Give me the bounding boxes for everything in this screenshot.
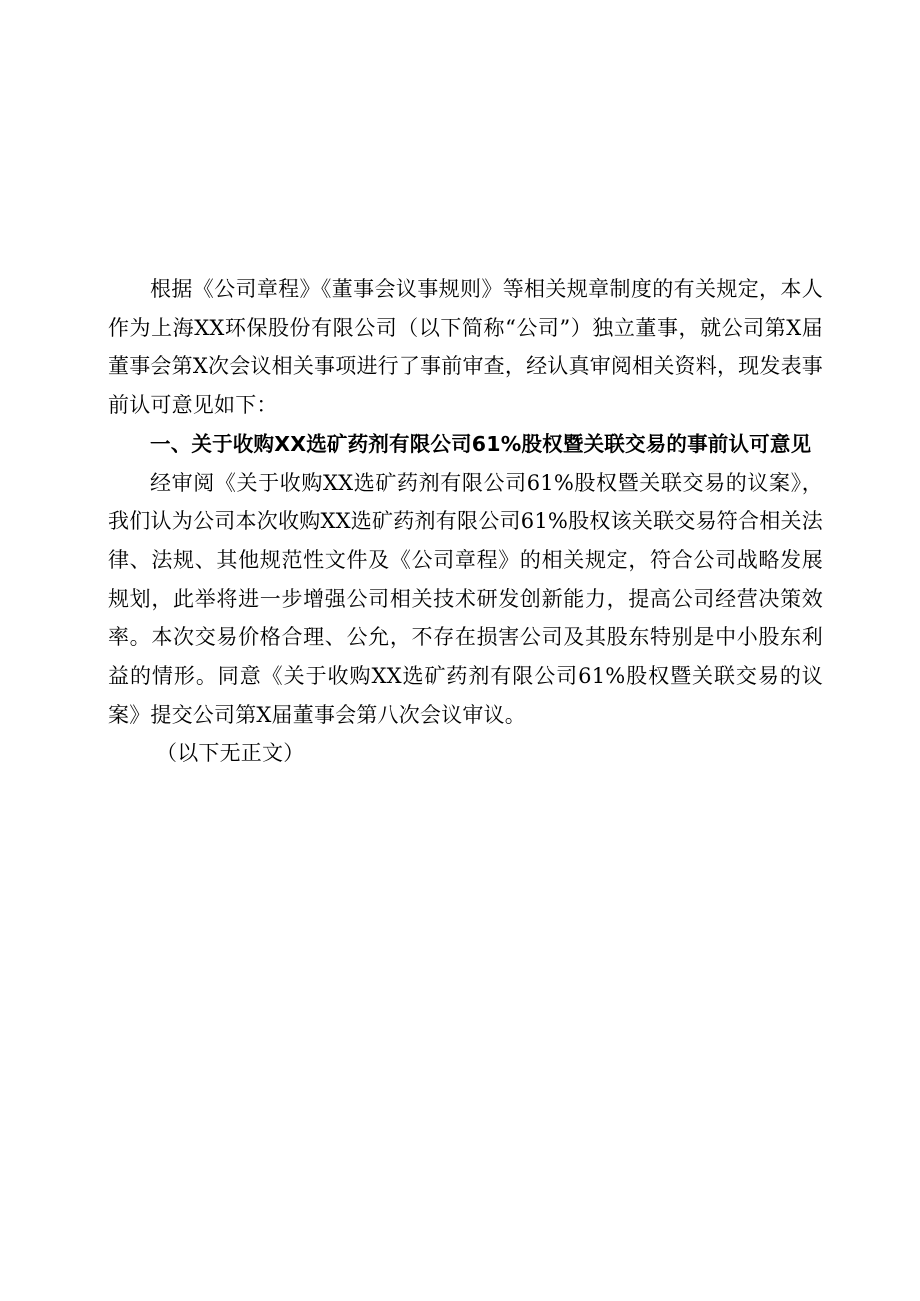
intro-paragraph: 根据《公司章程》《董事会议事规则》等相关规章制度的有关规定，本人作为上海XX环保股份有限公司（以下简称“公司”）独立董事，就公司第X届董事会第X次会议相关事项进行了事前审查，经认真审阅相关资料，现发表事前认可意见如下： — [108, 277, 823, 418]
section-heading: 一、关于收购XX选矿药剂有限公司61%股权暨关联交易的事前认可意见 — [150, 431, 812, 456]
closing-note: （以下无正文） — [156, 741, 305, 766]
body-paragraph: 经审阅《关于收购XX选矿药剂有限公司61%股权暨关联交易的议案》，我们认为公司本次收购XX选矿药剂有限公司61%股权该关联交易符合相关法律、法规、其他规范性文件及《公司章程》的相关规定，符合公司战略发展规划，此举将进一步增强公司相关技术研发创新能力，提高公司经营决策效率。本次交易价格合理、公允，不存在损害公司及其股东特别是中小股东利益的情形。同意《关于收购XX选矿药剂有限公司61%股权暨关联交易的议案》提交公司第X届董事会第八次会议审议。 — [108, 470, 823, 727]
document-body — [108, 270, 823, 773]
